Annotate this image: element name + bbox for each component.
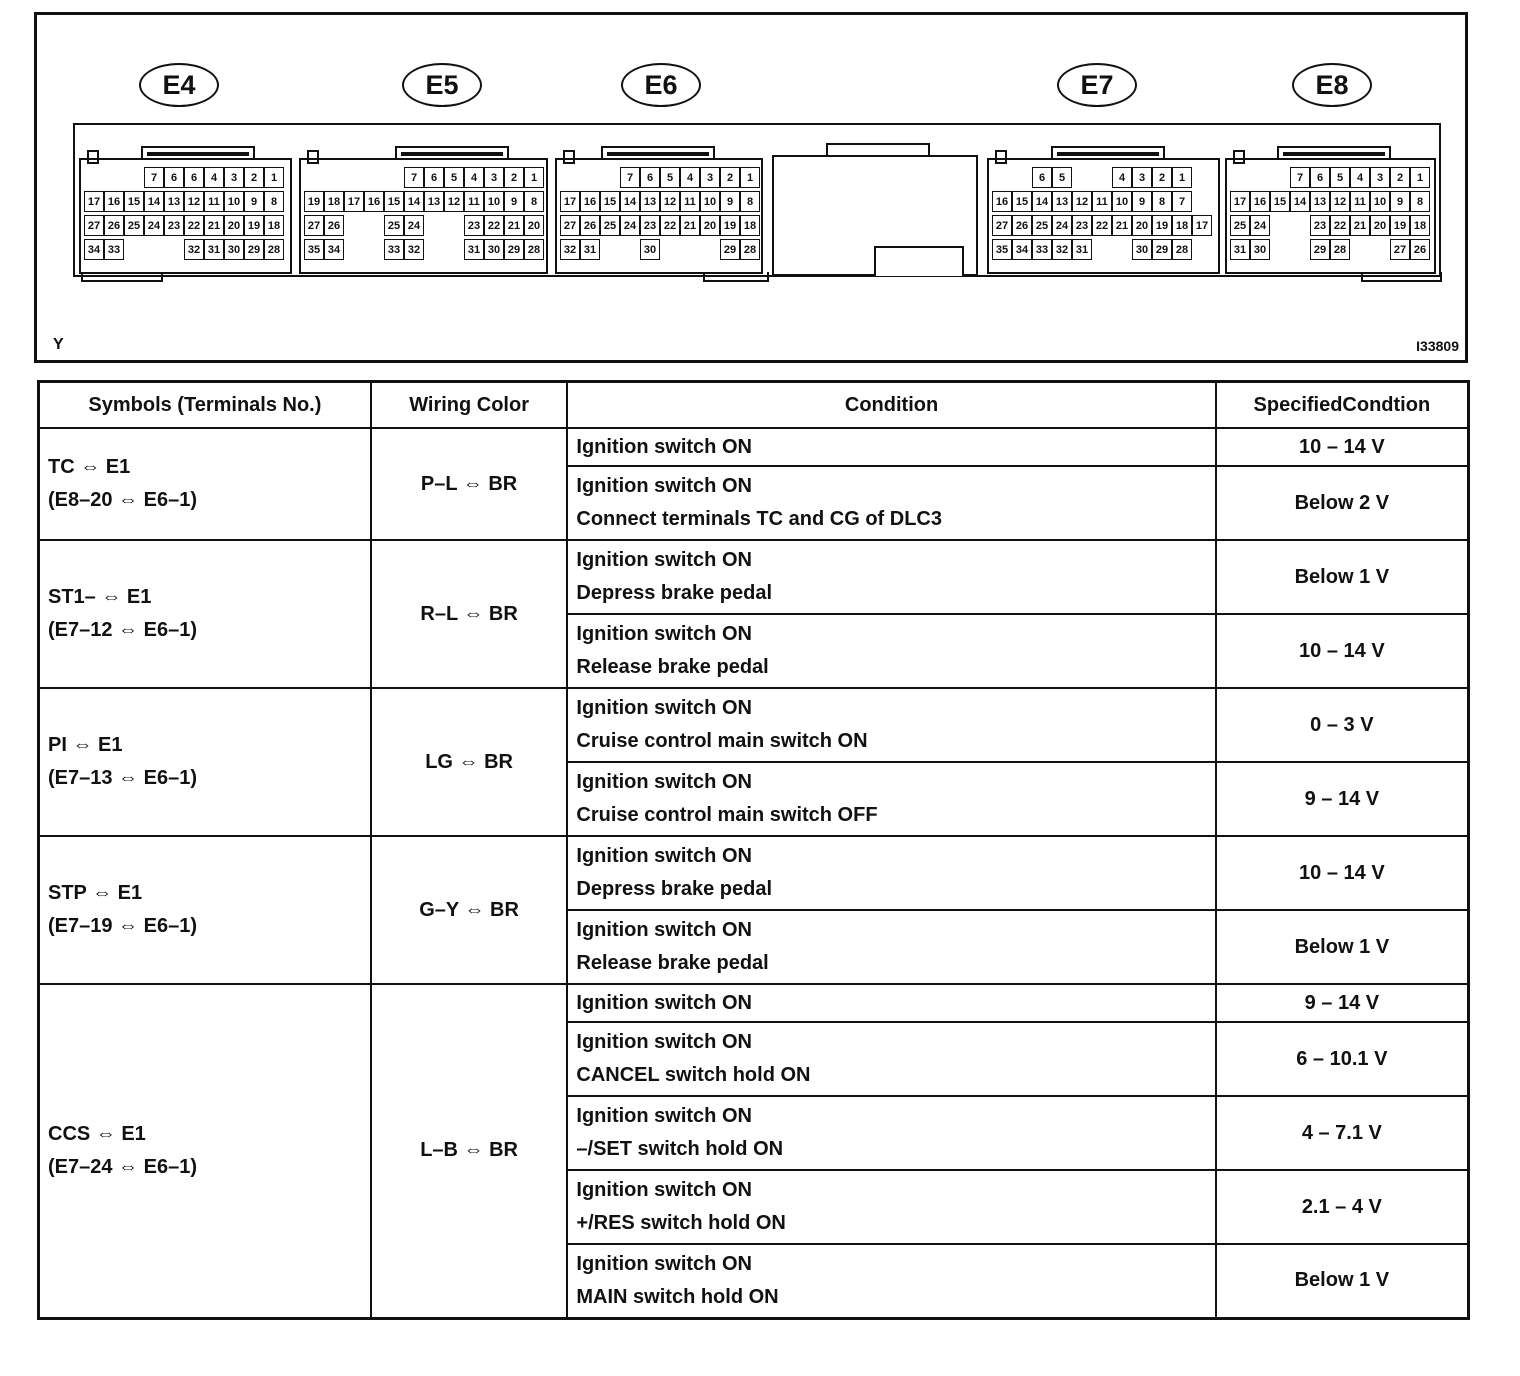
pin-gap: [1192, 166, 1212, 189]
pin-gap: [144, 238, 164, 261]
pin-e8-9: 9: [1390, 191, 1410, 212]
pin-e6-15: 15: [600, 191, 620, 212]
condition-line: Depress brake pedal: [576, 582, 773, 604]
specified-condition-cell: 9 – 14 V: [1216, 762, 1469, 836]
pin-e8-19: 19: [1390, 215, 1410, 236]
pin-e8-27: 27: [1390, 239, 1410, 260]
pin-gap: [424, 214, 444, 237]
pin-e5-2: 2: [504, 167, 524, 188]
specified-condition-cell: 6 – 10.1 V: [1216, 1022, 1469, 1096]
table-body: [39, 428, 1469, 1318]
pin-e8-25: 25: [1230, 215, 1250, 236]
condition-line: Ignition switch ON: [576, 623, 752, 645]
pin-e7-26: 26: [1012, 215, 1032, 236]
pin-e5-16: 16: [364, 191, 384, 212]
pin-e4-4: 4: [204, 167, 224, 188]
pin-e6-28: 28: [740, 239, 760, 260]
pin-e6-24: 24: [620, 215, 640, 236]
condition-cell: [567, 836, 1215, 910]
pin-e8-5: 5: [1330, 167, 1350, 188]
specified-condition-cell: 2.1 – 4 V: [1216, 1170, 1469, 1244]
symbol-cell: [39, 984, 371, 1318]
pin-e4-33: 33: [104, 239, 124, 260]
pin-e4-32: 32: [184, 239, 204, 260]
pin-gap: [364, 238, 384, 261]
pin-e4-22: 22: [184, 215, 204, 236]
pin-e5-4: 4: [464, 167, 484, 188]
header-specified-condition: SpecifiedCondtion: [1216, 382, 1469, 429]
connector-e8: [1225, 158, 1436, 274]
pin-e6-12: 12: [660, 191, 680, 212]
condition-line: Ignition switch ON: [576, 1105, 752, 1127]
wiring-color-cell: R–L ⇔ BR: [371, 540, 568, 688]
pin-e7-8: 8: [1152, 191, 1172, 212]
pin-e6-32: 32: [560, 239, 580, 260]
symbol-line: PI ⇔ E1: [48, 734, 123, 756]
pin-e5-1: 1: [524, 167, 544, 188]
specified-condition-cell: 10 – 14 V: [1216, 428, 1469, 466]
connector-label-e8: E8: [1292, 63, 1372, 107]
condition-cell: [567, 984, 1215, 1022]
pin-gap: [444, 238, 464, 261]
condition-cell: [567, 910, 1215, 984]
pin-gap: [1270, 238, 1290, 261]
specified-condition-cell: 0 – 3 V: [1216, 688, 1469, 762]
pin-e7-12: 12: [1072, 191, 1092, 212]
pin-e8-8: 8: [1410, 191, 1430, 212]
pin-e8-30: 30: [1250, 239, 1270, 260]
condition-cell: [567, 1096, 1215, 1170]
symbol-line: (E8–20 ⇔ E6–1): [48, 489, 197, 511]
pin-gap: [700, 238, 720, 261]
pin-gap: [364, 214, 384, 237]
pin-e5-22: 22: [484, 215, 504, 236]
pin-e7-21: 21: [1112, 215, 1132, 236]
pin-e8-16: 16: [1250, 191, 1270, 212]
pin-gap: [1290, 238, 1310, 261]
pin-e8-11: 11: [1350, 191, 1370, 212]
pin-e8-3: 3: [1370, 167, 1390, 188]
pin-e4-30: 30: [224, 239, 244, 260]
pin-e7-6: 6: [1032, 167, 1052, 188]
symbol-line: (E7–24 ⇔ E6–1): [48, 1155, 197, 1178]
symbol-line: (E7–12 ⇔ E6–1): [48, 619, 197, 641]
pin-e4-10: 10: [224, 191, 244, 212]
header-wiring-color: Wiring Color: [371, 382, 568, 429]
pin-e4-23: 23: [164, 215, 184, 236]
pin-e8-24: 24: [1250, 215, 1270, 236]
pin-e6-26: 26: [580, 215, 600, 236]
pin-e8-26: 26: [1410, 239, 1430, 260]
pin-e8-13: 13: [1310, 191, 1330, 212]
pin-e7-14: 14: [1032, 191, 1052, 212]
pin-e5-30: 30: [484, 239, 504, 260]
pin-e6-6: 6: [640, 167, 660, 188]
table-row: [39, 984, 1469, 1022]
pin-grid-e4: [84, 166, 284, 261]
pin-e6-20: 20: [700, 215, 720, 236]
pin-gap: [444, 214, 464, 237]
condition-line: Release brake pedal: [576, 656, 769, 678]
pin-e5-32: 32: [404, 239, 424, 260]
connector-diagram: [34, 12, 1468, 363]
center-connector-block: [772, 155, 978, 276]
pin-gap: [1192, 190, 1212, 213]
pin-e6-1: 1: [740, 167, 760, 188]
condition-line: Ignition switch ON: [576, 919, 752, 941]
pin-e7-31: 31: [1072, 239, 1092, 260]
symbol-cell: [39, 540, 371, 688]
pin-e5-13: 13: [424, 191, 444, 212]
condition-cell: [567, 762, 1215, 836]
pin-e7-25: 25: [1032, 215, 1052, 236]
condition-cell: [567, 1244, 1215, 1318]
pin-e5-23: 23: [464, 215, 484, 236]
pin-e7-32: 32: [1052, 239, 1072, 260]
pin-e4-13: 13: [164, 191, 184, 212]
pin-e8-31: 31: [1230, 239, 1250, 260]
pin-e5-33: 33: [384, 239, 404, 260]
pin-e4-15: 15: [124, 191, 144, 212]
condition-line: Connect terminals TC and CG of DLC3: [576, 508, 942, 530]
pin-e8-17: 17: [1230, 191, 1250, 212]
pin-e8-21: 21: [1350, 215, 1370, 236]
pin-e7-13: 13: [1052, 191, 1072, 212]
condition-line: Depress brake pedal: [576, 878, 773, 900]
pin-gap: [344, 214, 364, 237]
pin-e5-9: 9: [504, 191, 524, 212]
symbol-cell: [39, 688, 371, 836]
pin-e6-31: 31: [580, 239, 600, 260]
symbol-line: STP ⇔ E1: [48, 882, 143, 904]
pin-e6-13: 13: [640, 191, 660, 212]
pin-e4-14: 14: [144, 191, 164, 212]
pin-e8-14: 14: [1290, 191, 1310, 212]
pin-e4-17: 17: [84, 191, 104, 212]
pin-e4-12: 12: [184, 191, 204, 212]
pin-e8-22: 22: [1330, 215, 1350, 236]
specification-table: [37, 380, 1470, 1320]
pin-e7-7: 7: [1172, 191, 1192, 212]
pin-e5-8: 8: [524, 191, 544, 212]
pin-e4-20: 20: [224, 215, 244, 236]
pin-e6-16: 16: [580, 191, 600, 212]
pin-e6-4: 4: [680, 167, 700, 188]
pin-e8-1: 1: [1410, 167, 1430, 188]
pin-e5-3: 3: [484, 167, 504, 188]
condition-line: Ignition switch ON: [576, 1031, 752, 1053]
pin-grid-e7: [992, 166, 1212, 261]
pin-e8-29: 29: [1310, 239, 1330, 260]
pin-grid-e8: [1230, 166, 1430, 261]
pin-e4-18: 18: [264, 215, 284, 236]
pin-e6-3: 3: [700, 167, 720, 188]
condition-cell: [567, 540, 1215, 614]
pin-e5-29: 29: [504, 239, 524, 260]
pin-e7-2: 2: [1152, 167, 1172, 188]
connector-label-e7: E7: [1057, 63, 1137, 107]
pin-e8-23: 23: [1310, 215, 1330, 236]
pin-e7-27: 27: [992, 215, 1012, 236]
pin-e4-19: 19: [244, 215, 264, 236]
pin-e6-21: 21: [680, 215, 700, 236]
condition-line: Ignition switch ON: [576, 697, 752, 719]
symbol-line: CCS ⇔ E1: [48, 1122, 146, 1145]
pin-e4-16: 16: [104, 191, 124, 212]
condition-line: Ignition switch ON: [576, 475, 752, 497]
pin-grid-e6: [560, 166, 760, 261]
pin-e8-10: 10: [1370, 191, 1390, 212]
pin-e5-21: 21: [504, 215, 524, 236]
pin-e5-11: 11: [464, 191, 484, 212]
pin-e7-18: 18: [1172, 215, 1192, 236]
pin-e6-18: 18: [740, 215, 760, 236]
pin-e8-18: 18: [1410, 215, 1430, 236]
condition-line: Ignition switch ON: [576, 549, 752, 571]
pin-e7-9: 9: [1132, 191, 1152, 212]
pin-e7-19: 19: [1152, 215, 1172, 236]
condition-line: +/RES switch hold ON: [576, 1212, 786, 1234]
condition-cell: [567, 466, 1215, 540]
pin-e6-17: 17: [560, 191, 580, 212]
pin-e7-4: 4: [1112, 167, 1132, 188]
condition-line: MAIN switch hold ON: [576, 1285, 779, 1308]
pin-e6-2: 2: [720, 167, 740, 188]
pin-e5-6: 6: [424, 167, 444, 188]
condition-cell: [567, 1022, 1215, 1096]
wiring-color-cell: P–L ⇔ BR: [371, 428, 568, 540]
pin-e7-20: 20: [1132, 215, 1152, 236]
condition-cell: [567, 688, 1215, 762]
pin-e7-30: 30: [1132, 239, 1152, 260]
condition-line: Cruise control main switch ON: [576, 730, 868, 752]
pin-e8-28: 28: [1330, 239, 1350, 260]
pin-e6-10: 10: [700, 191, 720, 212]
pin-e4-25: 25: [124, 215, 144, 236]
pin-gap: [1370, 238, 1390, 261]
table-row: [39, 836, 1469, 910]
connector-label-e6: E6: [621, 63, 701, 107]
pin-e8-20: 20: [1370, 215, 1390, 236]
condition-line: Ignition switch ON: [576, 1252, 752, 1275]
pin-e8-12: 12: [1330, 191, 1350, 212]
header-symbols: Symbols (Terminals No.): [39, 382, 371, 429]
wiring-color-cell: L–B ⇔ BR: [371, 984, 568, 1318]
pin-e7-10: 10: [1112, 191, 1132, 212]
pin-gap: [600, 238, 620, 261]
pin-e4-34: 34: [84, 239, 104, 260]
symbol-cell: [39, 428, 371, 540]
condition-line: Cruise control main switch OFF: [576, 804, 878, 826]
symbol-line: TC ⇔ E1: [48, 456, 131, 478]
pin-gap: [1092, 166, 1112, 189]
pin-e4-6: 6: [184, 167, 204, 188]
specified-condition-cell: 10 – 14 V: [1216, 836, 1469, 910]
condition-cell: [567, 428, 1215, 466]
pin-e4-26: 26: [104, 215, 124, 236]
specified-condition-cell: 10 – 14 V: [1216, 614, 1469, 688]
pin-e5-27: 27: [304, 215, 324, 236]
pin-e7-22: 22: [1092, 215, 1112, 236]
pin-e5-5: 5: [444, 167, 464, 188]
pin-e7-15: 15: [1012, 191, 1032, 212]
pin-e7-5: 5: [1052, 167, 1072, 188]
pin-e8-15: 15: [1270, 191, 1290, 212]
specified-condition-cell: 9 – 14 V: [1216, 984, 1469, 1022]
pin-gap: [424, 238, 444, 261]
condition-line: Ignition switch ON: [576, 435, 752, 458]
pin-e8-4: 4: [1350, 167, 1370, 188]
pin-e6-5: 5: [660, 167, 680, 188]
pin-e6-29: 29: [720, 239, 740, 260]
condition-line: Ignition switch ON: [576, 991, 752, 1014]
specified-condition-cell: Below 1 V: [1216, 910, 1469, 984]
corner-mark: Y: [53, 336, 64, 353]
pin-e4-7: 7: [144, 167, 164, 188]
symbol-cell: [39, 836, 371, 984]
table-row: [39, 688, 1469, 762]
pin-e5-14: 14: [404, 191, 424, 212]
pin-e5-19: 19: [304, 191, 324, 212]
condition-line: CANCEL switch hold ON: [576, 1064, 811, 1086]
pin-e5-12: 12: [444, 191, 464, 212]
pin-gap: [164, 238, 184, 261]
table-row: [39, 540, 1469, 614]
pin-e5-25: 25: [384, 215, 404, 236]
condition-line: Ignition switch ON: [576, 771, 752, 793]
table-header-row: [39, 382, 1469, 429]
pin-e6-22: 22: [660, 215, 680, 236]
pin-e6-27: 27: [560, 215, 580, 236]
pin-e6-14: 14: [620, 191, 640, 212]
pin-e7-29: 29: [1152, 239, 1172, 260]
pin-e7-17: 17: [1192, 215, 1212, 236]
pin-e8-7: 7: [1290, 167, 1310, 188]
table-row: [39, 428, 1469, 466]
connector-e6: [555, 158, 763, 274]
pin-e5-31: 31: [464, 239, 484, 260]
pin-e7-11: 11: [1092, 191, 1112, 212]
specified-condition-cell: Below 1 V: [1216, 1244, 1469, 1318]
pin-gap: [1270, 214, 1290, 237]
pin-e7-35: 35: [992, 239, 1012, 260]
wiring-color-cell: LG ⇔ BR: [371, 688, 568, 836]
pin-e4-2: 2: [244, 167, 264, 188]
figure-code: I33809: [1416, 338, 1459, 354]
condition-line: Ignition switch ON: [576, 1179, 752, 1201]
condition-cell: [567, 614, 1215, 688]
pin-e7-23: 23: [1072, 215, 1092, 236]
pin-e6-8: 8: [740, 191, 760, 212]
connector-label-e5: E5: [402, 63, 482, 107]
pin-e4-1: 1: [264, 167, 284, 188]
pin-gap: [124, 238, 144, 261]
pin-e4-28: 28: [264, 239, 284, 260]
symbol-line: (E7–13 ⇔ E6–1): [48, 767, 197, 789]
specified-condition-cell: 4 – 7.1 V: [1216, 1096, 1469, 1170]
pin-e7-1: 1: [1172, 167, 1192, 188]
specified-condition-cell: Below 2 V: [1216, 466, 1469, 540]
header-condition: Condition: [567, 382, 1215, 429]
pin-gap: [1112, 238, 1132, 261]
pin-e5-28: 28: [524, 239, 544, 260]
pin-e5-10: 10: [484, 191, 504, 212]
pin-e5-20: 20: [524, 215, 544, 236]
pin-gap: [660, 238, 680, 261]
condition-line: –/SET switch hold ON: [576, 1138, 784, 1160]
pin-e4-11: 11: [204, 191, 224, 212]
pin-e7-34: 34: [1012, 239, 1032, 260]
pin-e8-2: 2: [1390, 167, 1410, 188]
pin-grid-e5: [304, 166, 544, 261]
pin-e5-34: 34: [324, 239, 344, 260]
symbol-line: (E7–19 ⇔ E6–1): [48, 915, 197, 937]
pin-e7-28: 28: [1172, 239, 1192, 260]
pin-gap: [1350, 238, 1370, 261]
pin-e4-3: 3: [224, 167, 244, 188]
pin-e4-24: 24: [144, 215, 164, 236]
pin-e6-7: 7: [620, 167, 640, 188]
pin-e7-16: 16: [992, 191, 1012, 212]
pin-e4-8: 8: [264, 191, 284, 212]
pin-gap: [1192, 238, 1212, 261]
pin-e4-27: 27: [84, 215, 104, 236]
pin-e4-31: 31: [204, 239, 224, 260]
pin-gap: [620, 238, 640, 261]
pin-e5-17: 17: [344, 191, 364, 212]
symbol-line: ST1– ⇔ E1: [48, 586, 152, 608]
connector-label-e4: E4: [139, 63, 219, 107]
wiring-color-cell: G–Y ⇔ BR: [371, 836, 568, 984]
specified-condition-cell: Below 1 V: [1216, 540, 1469, 614]
pin-e4-29: 29: [244, 239, 264, 260]
connector-e4: [79, 158, 292, 274]
pin-gap: [344, 238, 364, 261]
pin-e7-33: 33: [1032, 239, 1052, 260]
pin-gap: [680, 238, 700, 261]
pin-e6-19: 19: [720, 215, 740, 236]
pin-e7-3: 3: [1132, 167, 1152, 188]
condition-line: Release brake pedal: [576, 952, 769, 974]
pin-e6-25: 25: [600, 215, 620, 236]
pin-e6-11: 11: [680, 191, 700, 212]
connector-e5: [299, 158, 548, 274]
condition-line: Ignition switch ON: [576, 845, 752, 867]
pin-e6-9: 9: [720, 191, 740, 212]
condition-cell: [567, 1170, 1215, 1244]
pin-e5-7: 7: [404, 167, 424, 188]
pin-e5-35: 35: [304, 239, 324, 260]
connector-e7: [987, 158, 1220, 274]
pin-e4-9: 9: [244, 191, 264, 212]
pin-e5-15: 15: [384, 191, 404, 212]
pin-e8-6: 6: [1310, 167, 1330, 188]
pin-gap: [1072, 166, 1092, 189]
pin-e5-18: 18: [324, 191, 344, 212]
pin-e5-26: 26: [324, 215, 344, 236]
pin-gap: [1092, 238, 1112, 261]
pin-e6-23: 23: [640, 215, 660, 236]
pin-e5-24: 24: [404, 215, 424, 236]
pin-e4-6: 6: [164, 167, 184, 188]
pin-e6-30: 30: [640, 239, 660, 260]
pin-e7-24: 24: [1052, 215, 1072, 236]
pin-e4-21: 21: [204, 215, 224, 236]
pin-gap: [1290, 214, 1310, 237]
